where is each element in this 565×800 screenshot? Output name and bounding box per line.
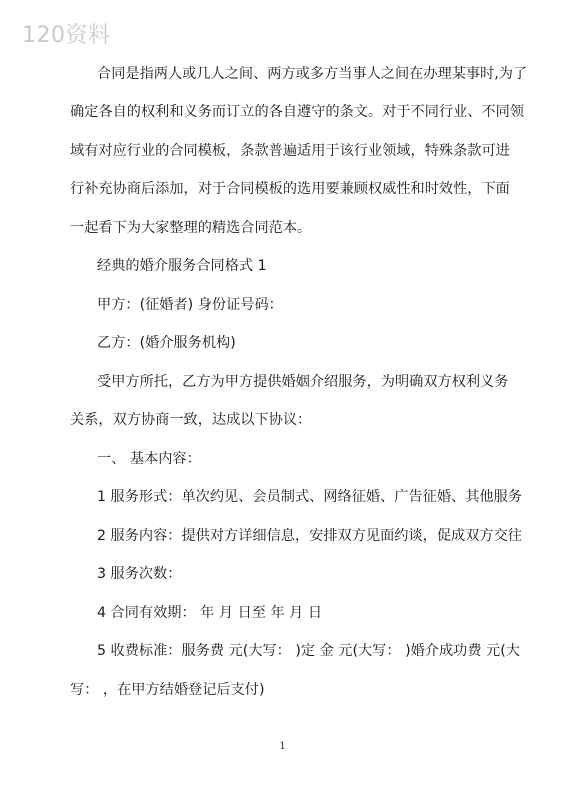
party-a-line: 甲方：(征婚者) 身份证号码： [97, 297, 283, 313]
clause-line: 4 合同有效期： 年 月 日至 年 月 日 [97, 605, 323, 621]
contract-title: 经典的婚介服务合同格式 1 [97, 258, 267, 274]
clause-line: 5 收费标准：服务费 元(大写： )定 金 元(大写： )婚介成功费 元(大 [97, 643, 520, 659]
paragraph-line: 一起看下为大家整理的精选合同范本。 [70, 220, 312, 236]
paragraph-line: 受甲方所托，乙方为甲方提供婚姻介绍服务，为明确双方权利义务 [97, 374, 509, 390]
clause-line: 2 服务内容：提供对方详细信息，安排双方见面约谈，促成双方交往 [97, 528, 522, 544]
clause-line: 1 服务形式：单次约见、会员制式、网络征婚、广告征婚、其他服务 [97, 489, 522, 505]
party-b-line: 乙方：(婚介服务机构) [97, 335, 236, 351]
paragraph-line: 合同是指两人或几人之间、两方或多方当事人之间在办理某事时,为了 [97, 66, 528, 82]
paragraph-line: 行补充协商后添加，对于合同模板的选用要兼顾权威性和时效性，下面 [70, 181, 510, 197]
section-heading: 一、 基本内容： [97, 451, 201, 467]
watermark-logo: 120资料 [22, 23, 111, 48]
paragraph-line: 确定各自的权利和义务而订立的各自遵守的条文。对于不同行业、不同领 [70, 104, 525, 120]
paragraph-line: 关系，双方协商一致，达成以下协议： [70, 412, 312, 428]
paragraph-line: 域有对应行业的合同模板，条款普遍适用于该行业领域，特殊条款可进 [70, 143, 510, 159]
clause-line: 写： ，在甲方结婚登记后支付) [70, 682, 265, 698]
clause-line: 3 服务次数： [97, 566, 182, 582]
page-number: 1 [279, 741, 286, 752]
